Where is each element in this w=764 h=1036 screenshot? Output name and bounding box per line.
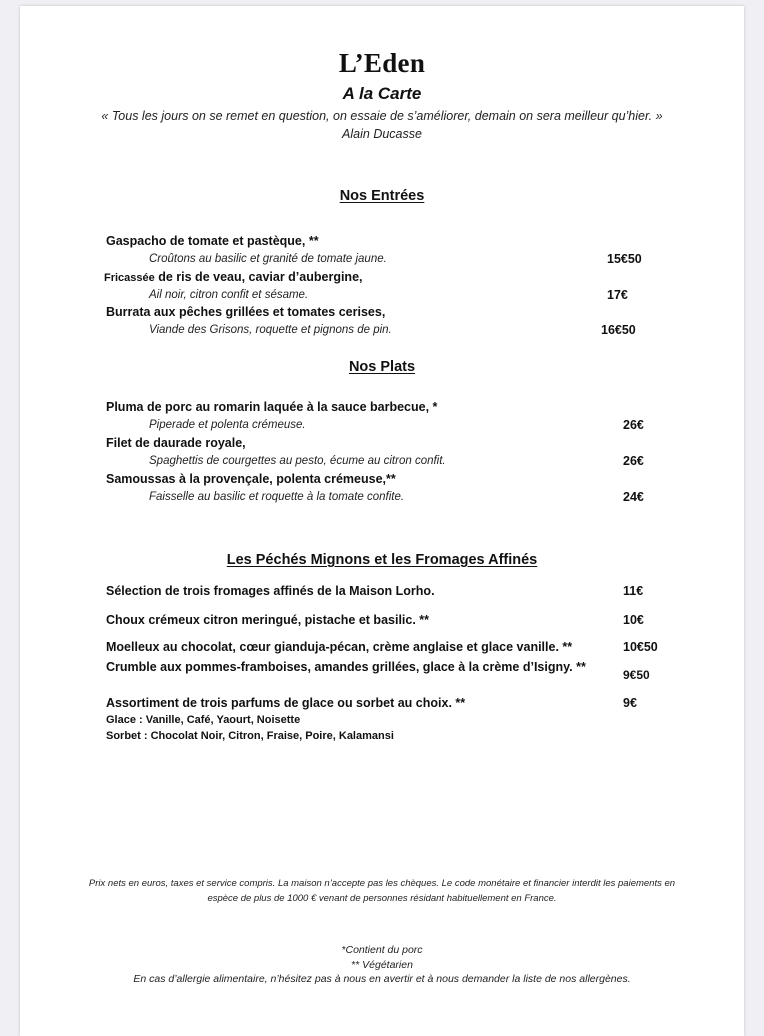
dish-name: Burrata aux pêches grillées et tomates cerises, (106, 305, 386, 319)
menu-page (20, 6, 744, 1036)
dish-description: Croûtons au basilic et granité de tomate jaune. (149, 253, 387, 265)
dish-name: Samoussas à la provençale, polenta crémeuse,** (106, 472, 396, 486)
dish-description: Faisselle au basilic et roquette à la tomate confite. (149, 491, 405, 503)
restaurant-name: L’Eden (338, 48, 426, 78)
dish-price: 9€50 (623, 668, 650, 682)
dish-name (104, 270, 363, 284)
legal-notice-line2: espèce de plus de 1000 € venant de personnes résidant habituellement en France. (207, 893, 557, 904)
dish-price: 10€50 (623, 640, 658, 654)
section-title-desserts-fromages: Les Péchés Mignons et les Fromages Affinés (226, 552, 538, 568)
legend-vegetarian: ** Végétarien (351, 959, 413, 971)
dish-name: Sélection de trois fromages affinés de la Maison Lorho. (106, 584, 435, 598)
dish-price: 9€ (623, 696, 637, 710)
dish-price: 15€50 (607, 252, 642, 266)
dish-name: Moelleux au chocolat, cœur gianduja-pécan, crème anglaise et glace vanille. ** (106, 640, 573, 654)
quote-author: Alain Ducasse (342, 127, 422, 141)
dish-description: Ail noir, citron confit et sésame. (149, 289, 309, 301)
dish-price: 26€ (623, 454, 644, 468)
dish-name-prefix: Fricassée (104, 272, 155, 284)
dish-price: 17€ (607, 288, 628, 302)
dish-price: 11€ (623, 584, 644, 598)
section-title-plats: Nos Plats (348, 359, 416, 375)
dish-name: Choux crémeux citron meringué, pistache et basilic. ** (106, 613, 430, 627)
quote: « Tous les jours on se remet en question, on essaie de s’améliorer, demain on sera meilleur qu’hier. » (101, 109, 663, 123)
dish-name: Gaspacho de tomate et pastèque, ** (106, 234, 319, 248)
dish-name: Assortiment de trois parfums de glace ou sorbet au choix. ** (106, 696, 466, 710)
dish-name: Crumble aux pommes-framboises, amandes grillées, glace à la crème d’Isigny. ** (106, 660, 586, 674)
dish-price: 10€ (623, 613, 644, 627)
dish-price: 26€ (623, 418, 644, 432)
ice-cream-flavors: Glace : Vanille, Café, Yaourt, Noisette (106, 714, 301, 726)
dish-name-rest: de ris de veau, caviar d’aubergine, (154, 270, 363, 284)
dish-price: 16€50 (601, 323, 636, 337)
dish-description: Spaghettis de courgettes au pesto, écume au citron confit. (149, 455, 446, 467)
legend-pork: *Contient du porc (341, 944, 423, 956)
menu-subtitle: A la Carte (342, 84, 422, 103)
section-title-entrees: Nos Entrées (339, 188, 425, 204)
dish-price: 24€ (623, 490, 644, 504)
dish-name: Pluma de porc au romarin laquée à la sauce barbecue, * (106, 400, 438, 414)
allergy-notice: En cas d’allergie alimentaire, n’hésitez pas à nous en avertir et à nous demander la liste de nos allergènes. (133, 973, 631, 985)
dish-name: Filet de daurade royale, (106, 436, 246, 450)
sorbet-flavors: Sorbet : Chocolat Noir, Citron, Fraise, Poire, Kalamansi (106, 730, 394, 742)
legal-notice-line1: Prix nets en euros, taxes et service compris. La maison n’accepte pas les chèques. Le code monétaire et financier interdit les paiements en (88, 878, 676, 889)
dish-description: Viande des Grisons, roquette et pignons de pin. (149, 324, 392, 336)
dish-description: Piperade et polenta crémeuse. (149, 419, 306, 431)
